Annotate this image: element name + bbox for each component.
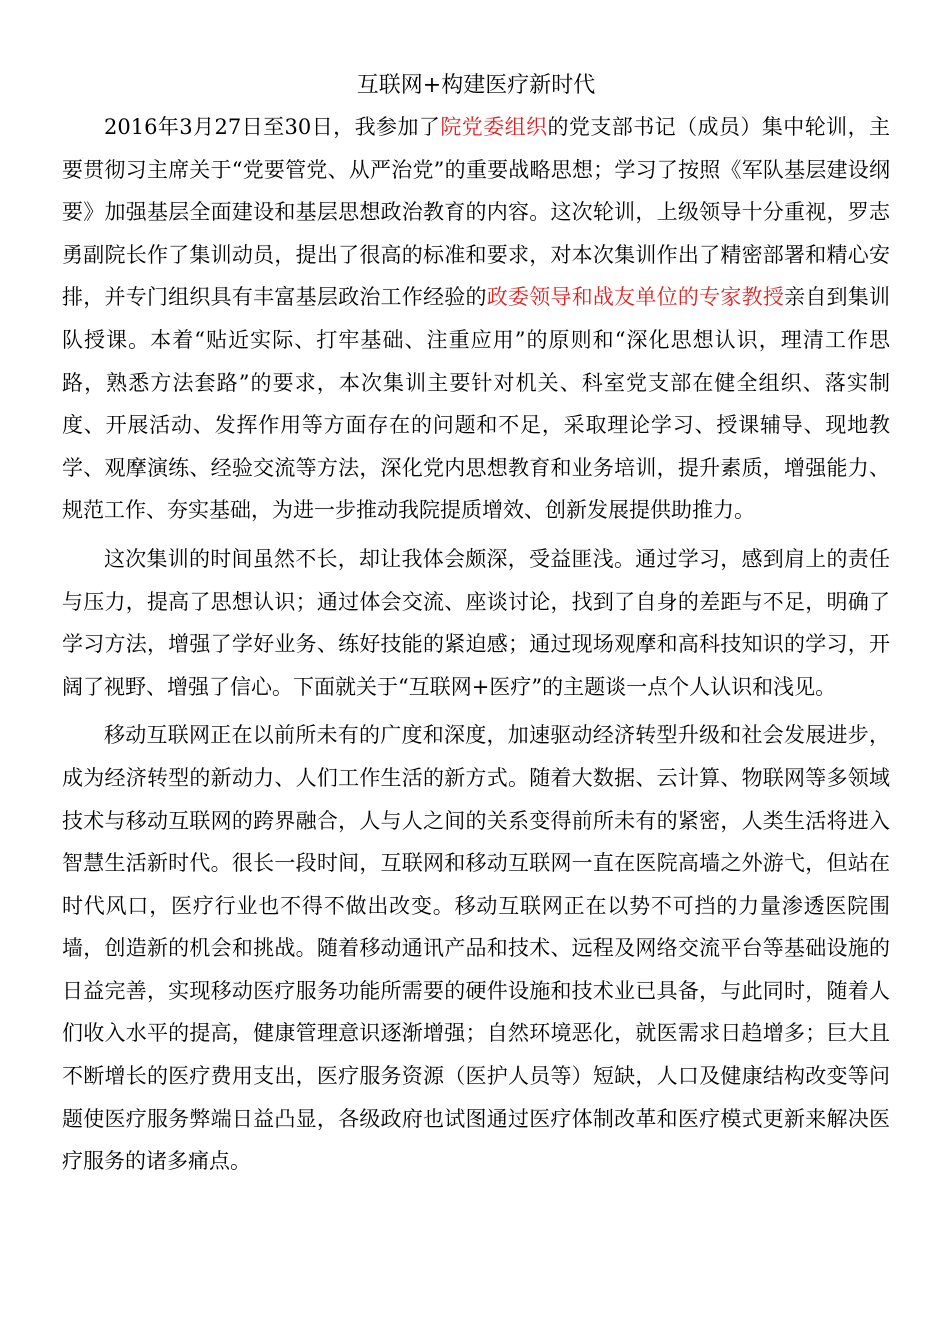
highlight-expert-professors: 政委领导和战友单位的专家教授 <box>486 285 785 310</box>
paragraph-1-text-c: 亲自到集训队授课。本着“贴近实际、打牢基础、注重应用”的原则和“深化思想认识，理清工作思路，熟悉方法套路”的要求，本次集训主要针对机关、科室党支部在健全组织、落实制度、开展活动、发挥作用等方面存在的问题和不足，采取理论学习、授课辅导、现地教学、观摩演练、经验交流等方法，深化党内思想教育和业务培训，提升素质，增强能力、规范工作、夯实基础，为进一步推动我院提质增效、创新发展提供助推力。 <box>62 285 891 523</box>
paragraph-1-text-b: 的党支部书记（成员）集中轮训，主要贯彻习主席关于“党要管党、从严治党”的重要战略思想；学习了按照《军队基层建设纲要》加强基层全面建设和基层思想政治教育的内容。这次轮训，上级领导十分重视，罗志勇副院长作了集训动员，提出了很高的标准和要求，对本次集训作出了精密部署和精心安排，并专门组织具有丰富基层政治工作经验的 <box>62 115 891 310</box>
paragraph-2: 这次集训的时间虽然不长，却让我体会颇深，受益匪浅。通过学习，感到肩上的责任与压力，提高了思想认识；通过体会交流、座谈讨论，找到了自身的差距与不足，明确了学习方法，增强了学好业务、练好技能的紧迫感；通过现场观摩和高科技知识的学习，开阔了视野、增强了信心。下面就关于“互联网+医疗”的主题谈一点个人认识和浅见。 <box>62 546 890 699</box>
highlight-hospital-party-committee: 院党委组织 <box>440 115 548 139</box>
paragraph-3: 移动互联网正在以前所未有的广度和深度，加速驱动经济转型升级和社会发展进步，成为经济转型的新动力、人们工作生活的新方式。随着大数据、云计算、物联网等多领域技术与移动互联网的跨界融合，人与人之间的关系变得前所未有的紧密，人类生活将进入智慧生活新时代。很长一段时间，互联网和移动互联网一直在医院高墙之外游弋，但站在时代风口，医疗行业也不得不做出改变。移动互联网正在以势不可挡的力量渗透医院围墙，创造新的机会和挑战。随着移动通讯产品和技术、远程及网络交流平台等基础设施的日益完善，实现移动医疗服务功能所需要的硬件设施和技术业已具备，与此同时，随着人们收入水平的提高，健康管理意识逐渐增强；自然环境恶化，就医需求日趋增多；巨大且不断增长的医疗费用支出，医疗服务资源（医护人员等）短缺，人口及健康结构改变等问题使医疗服务弊端日益凸显，各级政府也试图通过医疗体制改革和医疗模式更新来解决医疗服务的诸多痛点。 <box>62 723 890 1174</box>
document-title: 互联网+构建医疗新时代 <box>356 73 596 98</box>
paragraph-1 <box>62 106 890 532</box>
paragraph-1-text-a: 2016年3月27日至30日，我参加了 <box>104 115 441 139</box>
document-page <box>62 70 890 1183</box>
